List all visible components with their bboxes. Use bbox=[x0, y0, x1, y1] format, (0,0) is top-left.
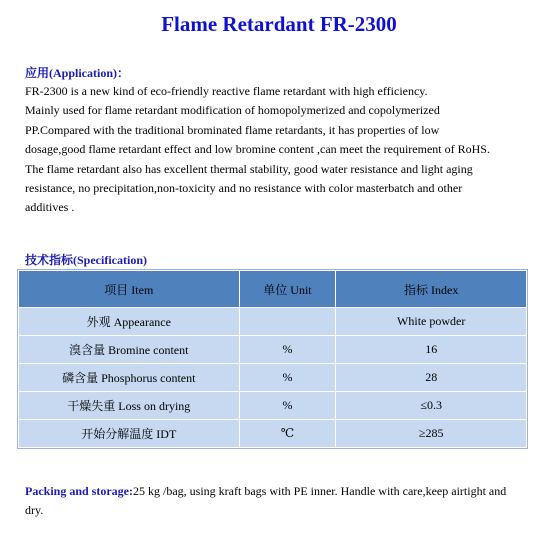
cell-index: ≥285 bbox=[336, 420, 527, 448]
application-line: PP.Compared with the traditional brominated flame retardants, it has properties of low bbox=[25, 122, 440, 137]
cell-item: 外观 Appearance bbox=[19, 308, 240, 336]
cell-item: 溴含量 Bromine content bbox=[19, 336, 240, 364]
cell-item: 磷含量 Phosphorus content bbox=[19, 364, 240, 392]
specification-table bbox=[18, 270, 527, 448]
packing-paragraph bbox=[25, 482, 525, 520]
column-header-item: 项目 Item bbox=[19, 271, 240, 308]
packing-label: Packing and storage: bbox=[25, 484, 133, 498]
column-header-unit: 单位 Unit bbox=[239, 271, 336, 308]
application-line: Mainly used for flame retardant modification of homopolymerized and copolymerized bbox=[25, 103, 440, 118]
application-paragraph bbox=[25, 82, 525, 218]
cell-unit: % bbox=[239, 392, 336, 420]
table-header-row bbox=[19, 271, 527, 308]
table-row bbox=[19, 392, 527, 420]
cell-index: 16 bbox=[336, 336, 527, 364]
application-line: additives . bbox=[25, 200, 75, 215]
page-title: Flame Retardant FR-2300 bbox=[161, 12, 397, 36]
cell-unit: % bbox=[239, 336, 336, 364]
specification-heading: 技术指标(Specification) bbox=[25, 253, 147, 267]
table-row bbox=[19, 336, 527, 364]
cell-index: ≤0.3 bbox=[336, 392, 527, 420]
cell-index: White powder bbox=[336, 308, 527, 336]
column-header-index: 指标 Index bbox=[336, 271, 527, 308]
application-line: resistance, no precipitation,non-toxicity and no resistance with color masterbatch and other bbox=[25, 181, 463, 196]
cell-item: 干燥失重 Loss on drying bbox=[19, 392, 240, 420]
cell-unit bbox=[239, 308, 336, 336]
cell-index: 28 bbox=[336, 364, 527, 392]
cell-unit: ℃ bbox=[239, 420, 336, 448]
table-row bbox=[19, 308, 527, 336]
application-heading: 应用(Application)： bbox=[25, 66, 130, 80]
table-row bbox=[19, 420, 527, 448]
table-row bbox=[19, 364, 527, 392]
application-line: FR-2300 is a new kind of eco-friendly reactive flame retardant with high efficiency. bbox=[25, 84, 428, 98]
packing-text: 25 kg /bag, using kraft bags with PE inner. Handle with care,keep airtight and dry. bbox=[25, 484, 507, 517]
cell-unit: % bbox=[239, 364, 336, 392]
application-line: The flame retardant also has excellent thermal stability, good water resistance and light aging bbox=[25, 161, 473, 176]
application-line: dosage,good flame retardant effect and low bromine content ,can meet the requirement of RoHS. bbox=[25, 142, 490, 157]
cell-item: 开始分解温度 IDT bbox=[19, 420, 240, 448]
